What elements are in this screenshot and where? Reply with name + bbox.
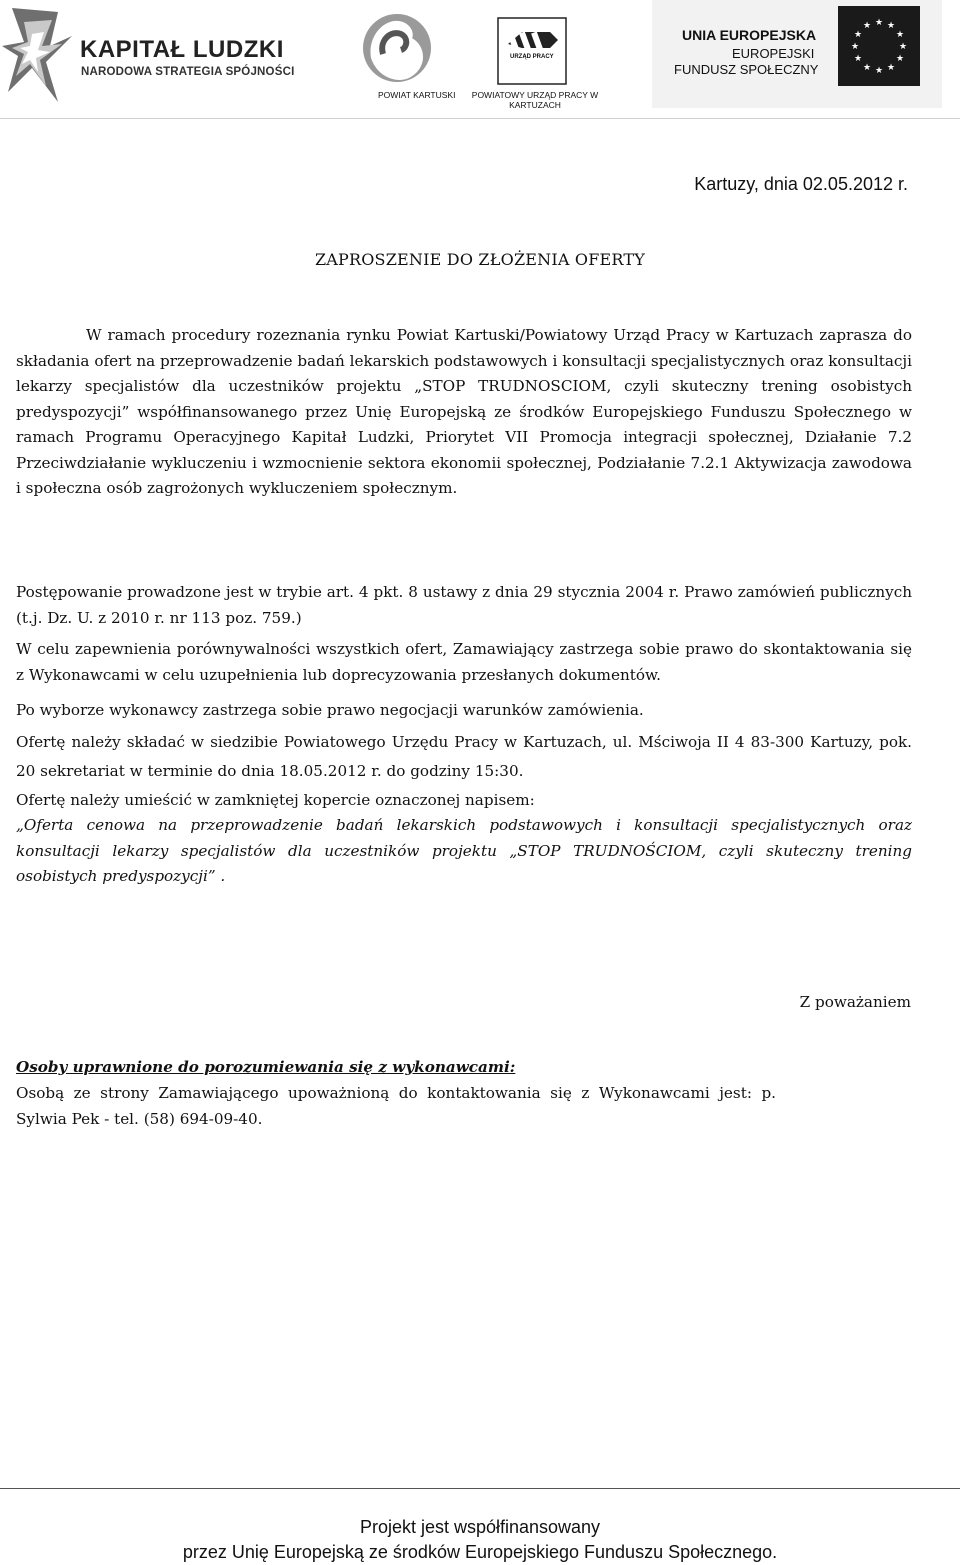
terms-section (16, 580, 912, 890)
eu-line1: UNIA EUROPEJSKA (682, 27, 817, 43)
contact-text: Osobą ze strony Zamawiającego upoważnioną do kontaktowania się z Wykonawcami jest: p. Sylwia Pek - tel. (58) 694-09-40. (16, 1084, 776, 1128)
eu-line2: EUROPEJSKI (732, 46, 815, 61)
footer (0, 1515, 960, 1565)
document-title: ZAPROSZENIE DO ZŁOŻENIA OFERTY (314, 250, 646, 269)
svg-text:★: ★ (886, 63, 896, 73)
kl-title: KAPITAŁ LUDZKI (80, 36, 284, 63)
powiat-kartuski-logo (345, 2, 465, 114)
negotiation-text: Po wyborze wykonawcy zastrzega sobie prawo negocjacji warunków zamówienia. (16, 701, 644, 719)
pup-label: POWIATOWY URZĄD PRACY W KARTUZACH (471, 90, 599, 110)
contact-section (16, 1054, 776, 1132)
pup-logo (470, 2, 600, 114)
svg-text:★: ★ (886, 21, 896, 31)
footer-line2: przez Unię Europejską ze środków Europejskiego Funduszu Społecznego. (182, 1542, 778, 1562)
document-date: Kartuzy, dnia 02.05.2012 r. (694, 174, 908, 194)
pup-badge: URZĄD PRACY (510, 54, 554, 60)
submission-text: Ofertę należy składać w siedzibie Powiatowego Urzędu Pracy w Kartuzach, ul. Mściwoja II 4 83-300 Kartuzy, pok. 20 sekretariat w terminie do dnia 18.05.2012 r. do godziny 15:30. (16, 732, 912, 780)
kl-star-icon (2, 6, 82, 106)
header-logos (0, 0, 960, 120)
svg-text:★: ★ (853, 54, 863, 64)
procedure-text: Postępowanie prowadzone jest w trybie art. 4 pkt. 8 ustawy z dnia 29 stycznia 2004 r. Prawo zamówień publicznych (t.j. Dz. U. z 2010 r. nr 113 poz. 759.) (16, 583, 912, 627)
svg-text:★: ★ (874, 66, 884, 76)
eu-logo (652, 0, 942, 108)
svg-text:★: ★ (862, 21, 872, 31)
svg-text:★: ★ (895, 30, 905, 40)
contact-heading: Osoby uprawnione do porozumiewania się z wykonawcami: (16, 1058, 516, 1076)
header-divider (0, 118, 960, 119)
kapital-ludzki-logo (0, 2, 300, 112)
kl-subtitle: NARODOWA STRATEGIA SPÓJNOŚCI (81, 66, 295, 78)
closing-salutation: Z poważaniem (799, 993, 911, 1011)
envelope-label: Ofertę należy umieścić w zamkniętej kopercie oznaczonej napisem: (16, 790, 535, 809)
intro-text: W ramach procedury rozeznania rynku Powiat Kartuski/Powiatowy Urząd Pracy w Kartuzach zaprasza do składania ofert na przeprowadzenie badań lekarskich podstawowych i konsultacji specjalistycznych oraz konsultacji lekarzy specjalistów dla uczestników projektu „STOP TRUDNOSCIOM, czyli skuteczny trening osobistych predyspozycji” współfinansowanego przez Unię Europejską ze środków Europejskiego Funduszu Społecznego w ramach Programu Operacyjnego Kapitał Ludzki, Priorytet VII Promocja integracji społecznej, Działanie 7.2 Przeciwdziałanie wykluczeniu i wzmocnienie sektora ekonomii społecznej, Podziałanie 7.2.1 Aktywizacja zawodowa i społeczna osób zagrożonych wykluczeniem społecznym. (16, 326, 912, 497)
powiat-emblem-icon (357, 8, 447, 88)
intro-paragraph (16, 323, 912, 502)
footer-line1: Projekt jest współfinansowany (359, 1517, 601, 1537)
svg-text:★: ★ (853, 30, 863, 40)
eu-stars-icon (838, 6, 920, 86)
comparability-text: W celu zapewnienia porównywalności wszystkich ofert, Zamawiający zastrzega sobie prawo do skontaktowania się z Wykonawcami w celu uzupełnienia lub doprecyzowania przesłanych dokumentów. (16, 640, 912, 684)
eu-line3: FUNDUSZ SPOŁECZNY (674, 62, 819, 77)
eu-flag-icon (838, 6, 920, 86)
powiat-label: POWIAT KARTUSKI (378, 90, 456, 100)
footer-divider (0, 1488, 960, 1489)
envelope-text: „Oferta cenowa na przeprowadzenie badań lekarskich podstawowych i konsultacji specjalistycznych oraz konsultacji lekarzy specjalistów dla uczestników projektu „STOP TRUDNOŚCIOM, czyli skuteczny trening osobistych predyspozycji” . (16, 816, 912, 885)
svg-text:★: ★ (874, 18, 884, 28)
svg-text:★: ★ (862, 63, 872, 73)
pup-emblem-icon (492, 10, 572, 90)
svg-text:★: ★ (895, 54, 905, 64)
svg-text:★: ★ (898, 42, 908, 52)
svg-text:★: ★ (850, 42, 860, 52)
